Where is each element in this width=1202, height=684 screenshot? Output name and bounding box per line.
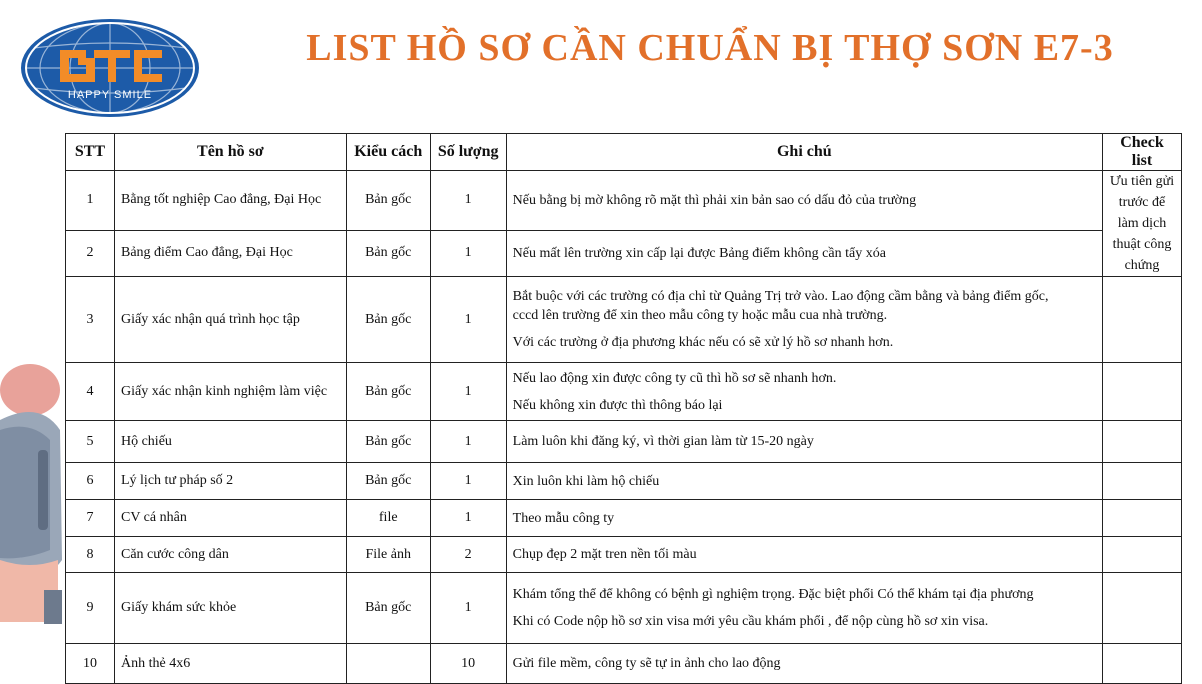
table-row (66, 171, 1182, 231)
company-logo (18, 16, 202, 120)
note-line: Chụp đẹp 2 mặt tren nền tối màu (512, 547, 697, 562)
table-row (66, 463, 1182, 500)
note-line: Làm luôn khi đăng ký, vì thời gian làm từ 15-20 ngày (512, 434, 814, 449)
row-stt: 3 (66, 277, 115, 363)
checklist-cell (1102, 537, 1181, 573)
checklist-cell (1102, 363, 1181, 421)
page-title: LIST HỒ SƠ CẦN CHUẨN BỊ THỢ SƠN E7-3 (306, 27, 1114, 69)
row-type: file (346, 500, 430, 537)
note-line: Nếu không xin được thì thông báo lại (512, 397, 723, 413)
row-notes (506, 463, 1102, 500)
checklist-cell (1102, 573, 1181, 644)
row-notes (506, 644, 1102, 684)
col-header-stt: STT (66, 134, 115, 171)
table-row (66, 363, 1182, 421)
row-notes (506, 421, 1102, 463)
checklist-cell (1102, 421, 1181, 463)
logo-tagline: HAPPY SMILE (67, 89, 153, 101)
row-qty: 1 (430, 171, 506, 231)
table-row (66, 537, 1182, 573)
row-stt: 7 (66, 500, 115, 537)
table-row (66, 644, 1182, 684)
row-notes (506, 537, 1102, 573)
table-row (66, 230, 1182, 276)
row-qty: 1 (430, 277, 506, 363)
note-line: Khi có Code nộp hồ sơ xin visa mới yêu cầu khám phổi , để nộp cùng hồ sơ xin visa. (512, 614, 989, 629)
row-notes (506, 500, 1102, 537)
row-stt: 4 (66, 363, 115, 421)
row-qty: 1 (430, 573, 506, 644)
row-name: Căn cước công dân (114, 537, 346, 573)
checklist-note: Ưu tiên gửi trước để làm dịch thuật công chứng (1102, 171, 1181, 277)
row-name: Bằng tốt nghiệp Cao đẳng, Đại Học (114, 171, 346, 231)
row-notes (506, 171, 1102, 231)
note-line: Khám tổng thể để không có bệnh gì nghiệm trọng. Đặc biệt phổi Có thể khám tại địa phương (512, 587, 1034, 602)
row-name: Giấy khám sức khỏe (114, 573, 346, 644)
col-header-notes: Ghi chú (506, 134, 1102, 171)
note-line: Bắt buộc với các trường có địa chỉ từ Quảng Trị trở vào. Lao động cầm bằng và bảng điểm gốc, (512, 289, 1049, 304)
row-name: Bảng điểm Cao đẳng, Đại Học (114, 230, 346, 276)
row-name: CV cá nhân (114, 500, 346, 537)
row-notes (506, 363, 1102, 421)
row-type: File ảnh (346, 537, 430, 573)
row-type: Bản gốc (346, 277, 430, 363)
row-type: Bản gốc (346, 363, 430, 421)
checklist-cell (1102, 277, 1181, 363)
row-stt: 8 (66, 537, 115, 573)
table-row (66, 277, 1182, 363)
row-stt: 9 (66, 573, 115, 644)
row-qty: 1 (430, 230, 506, 276)
table-row (66, 573, 1182, 644)
table-row (66, 421, 1182, 463)
row-stt: 1 (66, 171, 115, 231)
row-name: Hộ chiếu (114, 421, 346, 463)
note-line: Với các trường ở địa phương khác nếu có sẽ xử lý hồ sơ nhanh hơn. (512, 335, 894, 350)
note-line: Nếu bằng bị mờ không rõ mặt thì phải xin bản sao có dấu đỏ của trường (512, 192, 917, 208)
note-line: Xin luôn khi làm hộ chiếu (512, 473, 660, 489)
row-notes (506, 573, 1102, 644)
col-header-checklist: Check list (1102, 134, 1181, 171)
row-stt: 2 (66, 230, 115, 276)
row-type: Bản gốc (346, 230, 430, 276)
checklist-cell (1102, 644, 1181, 684)
row-qty: 1 (430, 421, 506, 463)
checklist-cell (1102, 463, 1181, 500)
mascot-illustration (0, 360, 64, 630)
row-qty: 10 (430, 644, 506, 684)
row-notes (506, 230, 1102, 276)
note-line: Nếu lao động xin được công ty cũ thì hồ sơ sẽ nhanh hơn. (512, 370, 837, 386)
note-line: Nếu mất lên trường xin cấp lại được Bảng điểm không cần tẩy xóa (512, 245, 886, 261)
table-row (66, 500, 1182, 537)
note-line: Theo mẫu công ty (512, 510, 615, 526)
row-type: Bản gốc (346, 421, 430, 463)
col-header-type: Kiểu cách (346, 134, 430, 171)
row-qty: 2 (430, 537, 506, 573)
row-name: Lý lịch tư pháp số 2 (114, 463, 346, 500)
row-name: Giấy xác nhận quá trình học tập (114, 277, 346, 363)
row-type: Bản gốc (346, 171, 430, 231)
row-qty: 1 (430, 463, 506, 500)
row-name: Giấy xác nhận kinh nghiệm làm việc (114, 363, 346, 421)
row-type: Bản gốc (346, 573, 430, 644)
row-notes (506, 277, 1102, 363)
note-line: Gửi file mềm, công ty sẽ tự in ảnh cho lao động (512, 656, 781, 671)
checklist-cell (1102, 500, 1181, 537)
table-header-row (66, 134, 1182, 171)
row-type (346, 644, 430, 684)
col-header-name: Tên hồ sơ (114, 134, 346, 171)
col-header-qty: Số lượng (430, 134, 506, 171)
documents-table (65, 133, 1182, 684)
row-stt: 6 (66, 463, 115, 500)
note-line: cccd lên trường để xin theo mẫu công ty hoặc mẫu cua nhà trường. (512, 308, 888, 323)
row-qty: 1 (430, 500, 506, 537)
row-stt: 5 (66, 421, 115, 463)
row-stt: 10 (66, 644, 115, 684)
row-qty: 1 (430, 363, 506, 421)
row-type: Bản gốc (346, 463, 430, 500)
row-name: Ảnh thẻ 4x6 (114, 644, 346, 684)
